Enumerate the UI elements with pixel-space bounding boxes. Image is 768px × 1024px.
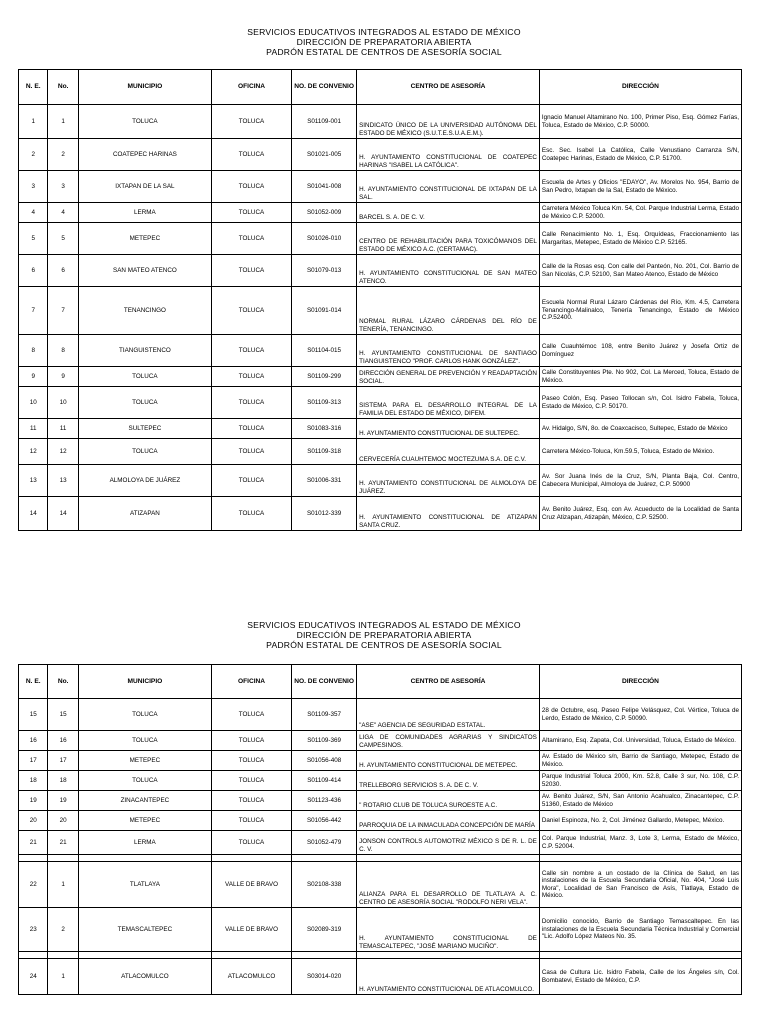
cell-convenio: S01104-015: [292, 335, 357, 367]
cell-direccion: Carretera México-Toluca, Km.59.5, Toluca, Estado de México.: [539, 439, 741, 465]
cell-no: 7: [48, 287, 78, 335]
separator-cell: [292, 952, 357, 959]
cell-oficina: TOLUCA: [211, 367, 291, 387]
cell-centro: SISTEMA PARA EL DESARROLLO INTEGRAL DE LA FAMILIA DEL ESTADO DE MÉXICO, DIFEM.: [357, 387, 540, 419]
header-line-1: SERVICIOS EDUCATIVOS INTEGRADOS AL ESTADO DE MÉXICO: [247, 27, 521, 37]
col-oficina: OFICINA: [211, 665, 291, 699]
cell-convenio: S01079-013: [292, 255, 357, 287]
cell-municipio: TOLUCA: [78, 387, 211, 419]
cell-convenio: S01109-313: [292, 387, 357, 419]
cell-oficina: VALLE DE BRAVO: [211, 908, 291, 952]
cell-no: 11: [48, 419, 78, 439]
cell-direccion: Carretera México Toluca Km. 54, Col. Parque Industrial Lerma, Estado de México C.P. 52000.: [539, 203, 741, 223]
cell-municipio: TOLUCA: [78, 771, 211, 791]
cell-no: 18: [48, 771, 78, 791]
cell-convenio: S01109-299: [292, 367, 357, 387]
cell-convenio: S01021-005: [292, 139, 357, 171]
cell-convenio: S01012-339: [292, 497, 357, 531]
table-row: [19, 287, 742, 335]
cell-municipio: TLATLAYA: [78, 862, 211, 908]
cell-direccion: Escuela Normal Rural Lázaro Cárdenas del Río, Km. 4.5, Carretera Tenancingo-Malinalco, Tenería Tenancingo, Estado de México C.P.52400.: [539, 287, 741, 335]
cell-oficina: TOLUCA: [211, 335, 291, 367]
cell-no: 21: [48, 831, 78, 855]
table-row: [19, 439, 742, 465]
cell-ne: 24: [19, 959, 48, 995]
cell-centro: LIGA DE COMUNIDADES AGRARIAS Y SINDICATOS CAMPESINOS.: [357, 731, 540, 751]
cell-centro: H. AYUNTAMIENTO CONSTITUCIONAL DE COATEPEC HARINAS "ISABEL LA CATÓLICA".: [357, 139, 540, 171]
cell-centro: DIRECCIÓN GENERAL DE PREVENCIÓN Y READAPTACIÓN SOCIAL.: [357, 367, 540, 387]
cell-ne: 3: [19, 171, 48, 203]
cell-ne: 17: [19, 751, 48, 771]
cell-centro: "ASE" AGENCIA DE SEGURIDAD ESTATAL.: [357, 699, 540, 731]
cell-ne: 8: [19, 335, 48, 367]
cell-oficina: ATLACOMULCO: [211, 959, 291, 995]
cell-ne: 2: [19, 139, 48, 171]
cell-municipio: TOLUCA: [78, 439, 211, 465]
col-ne: N. E.: [19, 665, 48, 699]
cell-no: 3: [48, 171, 78, 203]
cell-ne: 9: [19, 367, 48, 387]
separator-cell: [48, 855, 78, 862]
cell-oficina: TOLUCA: [211, 791, 291, 811]
col-no: No.: [48, 70, 78, 105]
col-ne: N. E.: [19, 70, 48, 105]
table-row: [19, 908, 742, 952]
cell-no: 2: [48, 908, 78, 952]
cell-centro: BARCEL S. A. DE C. V.: [357, 203, 540, 223]
cell-ne: 11: [19, 419, 48, 439]
table-row: [19, 105, 742, 139]
cell-municipio: SAN MATEO ATENCO: [78, 255, 211, 287]
cell-ne: 14: [19, 497, 48, 531]
cell-municipio: TOLUCA: [78, 731, 211, 751]
cell-convenio: S01052-479: [292, 831, 357, 855]
table-row: [19, 831, 742, 855]
cell-ne: 1: [19, 105, 48, 139]
table-row: [19, 255, 742, 287]
cell-centro: H. AYUNTAMIENTO CONSTITUCIONAL DE ATLACOMULCO.: [357, 959, 540, 995]
cell-no: 12: [48, 439, 78, 465]
cell-centro: " ROTARIO CLUB DE TOLUCA SUROESTE A.C.: [357, 791, 540, 811]
table-row: [19, 335, 742, 367]
separator-row: [19, 855, 742, 862]
cell-centro: H. AYUNTAMIENTO CONSTITUCIONAL DE TEMASCALTEPEC, "JOSÉ MARIANO MUCIÑO".: [357, 908, 540, 952]
table-row: [19, 959, 742, 995]
table-row: [19, 811, 742, 831]
cell-centro: SINDICATO ÚNICO DE LA UNIVERSIDAD AUTÓNOMA DEL ESTADO DE MÉXICO (S.U.T.E.S.U.A.E.M.).: [357, 105, 540, 139]
col-oficina: OFICINA: [211, 70, 291, 105]
cell-direccion: Calle Cuauhtémoc 108, entre Benito Juárez y Josefa Ortiz de Domínguez: [539, 335, 741, 367]
cell-centro: H. AYUNTAMIENTO CONSTITUCIONAL DE METEPEC.: [357, 751, 540, 771]
cell-direccion: Altamirano, Esq. Zapata, Col. Universidad, Toluca, Estado de México.: [539, 731, 741, 751]
cell-direccion: Parque Industrial Toluca 2000, Km. 52.8, Calle 3 sur, No. 108, C.P. 52030.: [539, 771, 741, 791]
cell-ne: 5: [19, 223, 48, 255]
table-row: [19, 223, 742, 255]
col-no: No.: [48, 665, 78, 699]
cell-no: 10: [48, 387, 78, 419]
col-direccion: DIRECCIÓN: [539, 70, 741, 105]
table-row: [19, 203, 742, 223]
cell-municipio: COATEPEC HARINAS: [78, 139, 211, 171]
separator-cell: [78, 952, 211, 959]
centros-table-1: [18, 69, 742, 531]
cell-no: 5: [48, 223, 78, 255]
cell-centro: CERVECERÍA CUAUHTEMOC MOCTEZUMA S.A. DE C.V.: [357, 439, 540, 465]
cell-oficina: TOLUCA: [211, 751, 291, 771]
cell-ne: 10: [19, 387, 48, 419]
cell-convenio: S01109-369: [292, 731, 357, 751]
cell-convenio: S01006-331: [292, 465, 357, 497]
cell-municipio: TEMASCALTEPEC: [78, 908, 211, 952]
cell-ne: 4: [19, 203, 48, 223]
separator-cell: [19, 855, 48, 862]
col-convenio: NO. DE CONVENIO: [292, 665, 357, 699]
cell-convenio: S01056-408: [292, 751, 357, 771]
cell-oficina: TOLUCA: [211, 731, 291, 751]
cell-direccion: Casa de Cultura Lic. Isidro Fabela, Calle de los Ángeles s/n, Col. Bombatevi, Estado de México, C.P.: [539, 959, 741, 995]
cell-ne: 18: [19, 771, 48, 791]
cell-direccion: Calle de la Rosas esq. Con calle del Panteón, No. 201, Col. Barrio de San Nicolás, C.P. 52100, San Mateo Atenco, Estado de México: [539, 255, 741, 287]
header-line-3: PADRÓN ESTATAL DE CENTROS DE ASESORÍA SOCIAL: [266, 640, 502, 650]
cell-convenio: S01123-436: [292, 791, 357, 811]
cell-oficina: TOLUCA: [211, 439, 291, 465]
table-row: [19, 731, 742, 751]
cell-direccion: Daniel Espinoza, No. 2, Col. Jiménez Gallardo, Metepec, México.: [539, 811, 741, 831]
cell-centro: H. AYUNTAMIENTO CONSTITUCIONAL DE ATIZAPAN SANTA CRUZ.: [357, 497, 540, 531]
cell-oficina: TOLUCA: [211, 255, 291, 287]
cell-municipio: TOLUCA: [78, 367, 211, 387]
cell-convenio: S01041-008: [292, 171, 357, 203]
cell-convenio: S01026-010: [292, 223, 357, 255]
cell-direccion: Esc. Sec. Isabel La Católica, Calle Venustiano Carranza S/N, Coatepec Harinas, Estado de México, C.P. 51700.: [539, 139, 741, 171]
cell-convenio: S01056-442: [292, 811, 357, 831]
cell-centro: H. AYUNTAMIENTO CONSTITUCIONAL DE SANTIAGO TIANGUISTENCO "PROF. CARLOS HANK GONZÁLEZ".: [357, 335, 540, 367]
cell-municipio: ATLACOMULCO: [78, 959, 211, 995]
cell-no: 8: [48, 335, 78, 367]
separator-cell: [292, 855, 357, 862]
cell-municipio: LERMA: [78, 831, 211, 855]
table-row: [19, 751, 742, 771]
cell-oficina: TOLUCA: [211, 419, 291, 439]
separator-cell: [357, 952, 540, 959]
cell-no: 6: [48, 255, 78, 287]
cell-no: 14: [48, 497, 78, 531]
cell-no: 2: [48, 139, 78, 171]
cell-direccion: Calle Renacimiento No. 1, Esq. Orquídeas, Fraccionamiento las Margaritas, Metepec, Estado de México C.P. 52165.: [539, 223, 741, 255]
cell-no: 4: [48, 203, 78, 223]
cell-convenio: S03014-020: [292, 959, 357, 995]
col-convenio: NO. DE CONVENIO: [292, 70, 357, 105]
cell-direccion: 28 de Octubre, esq. Paseo Felipe Velásquez, Col. Vértice, Toluca de Lerdo, Estado de México, C.P. 50090.: [539, 699, 741, 731]
cell-convenio: S01052-009: [292, 203, 357, 223]
cell-municipio: LERMA: [78, 203, 211, 223]
cell-centro: JONSON CONTROLS AUTOMOTRIZ MÉXICO S DE R. L. DE C. V.: [357, 831, 540, 855]
header-line-1: SERVICIOS EDUCATIVOS INTEGRADOS AL ESTADO DE MÉXICO: [247, 620, 521, 630]
separator-cell: [539, 952, 741, 959]
cell-oficina: TOLUCA: [211, 223, 291, 255]
cell-municipio: TENANCINGO: [78, 287, 211, 335]
cell-direccion: Calle Constituyentes Pte. No 902, Col. La Merced, Toluca, Estado de México.: [539, 367, 741, 387]
separator-cell: [78, 855, 211, 862]
table-row: [19, 171, 742, 203]
table-row: [19, 367, 742, 387]
cell-municipio: IXTAPAN DE LA SAL: [78, 171, 211, 203]
cell-direccion: Paseo Colón, Esq. Paseo Tollocan s/n, Col. Isidro Fabela, Toluca, Estado de México, C.P. 50170.: [539, 387, 741, 419]
cell-ne: 13: [19, 465, 48, 497]
cell-centro: NORMAL RURAL LÁZARO CÁRDENAS DEL RÍO DE TENERÍA, TENANCINGO.: [357, 287, 540, 335]
cell-direccion: Av. Sor Juana Inés de la Cruz, S/N, Planta Baja, Col. Centro, Cabecera Municipal, Almoloya de Juárez, C.P. 50900: [539, 465, 741, 497]
cell-oficina: TOLUCA: [211, 771, 291, 791]
cell-centro: H. AYUNTAMIENTO CONSTITUCIONAL DE SAN MATEO ATENCO.: [357, 255, 540, 287]
col-centro: CENTRO DE ASESORÍA: [357, 70, 540, 105]
cell-no: 17: [48, 751, 78, 771]
centros-table-2: [18, 664, 742, 995]
cell-centro: H. AYUNTAMIENTO CONSTITUCIONAL DE IXTAPAN DE LA SAL.: [357, 171, 540, 203]
separator-cell: [211, 952, 291, 959]
col-direccion: DIRECCIÓN: [539, 665, 741, 699]
col-centro: CENTRO DE ASESORÍA: [357, 665, 540, 699]
cell-convenio: S01083-316: [292, 419, 357, 439]
cell-convenio: S01109-414: [292, 771, 357, 791]
cell-ne: 6: [19, 255, 48, 287]
cell-direccion: Av. Benito Juárez, Esq. con Av. Acueducto de la Localidad de Santa Cruz Atizapan, Atizapán, México, C.P. 52500.: [539, 497, 741, 531]
cell-oficina: TOLUCA: [211, 139, 291, 171]
separator-cell: [48, 952, 78, 959]
cell-municipio: METEPEC: [78, 811, 211, 831]
cell-convenio: S02089-319: [292, 908, 357, 952]
cell-municipio: ALMOLOYA DE JUÁREZ: [78, 465, 211, 497]
cell-ne: 23: [19, 908, 48, 952]
cell-centro: H. AYUNTAMIENTO CONSTITUCIONAL DE SULTEPEC.: [357, 419, 540, 439]
separator-cell: [357, 855, 540, 862]
cell-no: 20: [48, 811, 78, 831]
cell-oficina: TOLUCA: [211, 497, 291, 531]
table-row: [19, 387, 742, 419]
cell-direccion: Av. Estado de México s/n, Barrio de Santiago, Metepec, Estado de México.: [539, 751, 741, 771]
cell-direccion: Av. Hidalgo, S/N, 8o. de Coaxcacisco, Sultepec, Estado de México: [539, 419, 741, 439]
cell-oficina: TOLUCA: [211, 811, 291, 831]
cell-no: 9: [48, 367, 78, 387]
cell-direccion: Col. Parque Industrial, Manz. 3, Lote 3, Lerma, Estado de México, C.P. 52004.: [539, 831, 741, 855]
cell-ne: 7: [19, 287, 48, 335]
table-row: [19, 139, 742, 171]
table-row: [19, 497, 742, 531]
cell-oficina: TOLUCA: [211, 465, 291, 497]
cell-ne: 19: [19, 791, 48, 811]
cell-convenio: S01109-357: [292, 699, 357, 731]
cell-no: 1: [48, 105, 78, 139]
cell-municipio: METEPEC: [78, 751, 211, 771]
cell-centro: H. AYUNTAMIENTO CONSTITUCIONAL DE ALMOLOYA DE JUÁREZ.: [357, 465, 540, 497]
cell-municipio: ATIZAPAN: [78, 497, 211, 531]
cell-convenio: S01109-001: [292, 105, 357, 139]
cell-centro: TRELLEBORG SERVICIOS S. A. DE C. V.: [357, 771, 540, 791]
col-municipio: MUNICIPIO: [78, 70, 211, 105]
separator-cell: [211, 855, 291, 862]
table-row: [19, 419, 742, 439]
cell-direccion: Av. Benito Juárez, S/N, San Antonio Acahualco, Zinacantepec, C.P. 51360, Estado de México: [539, 791, 741, 811]
cell-no: 13: [48, 465, 78, 497]
cell-ne: 22: [19, 862, 48, 908]
cell-municipio: ZINACANTEPEC: [78, 791, 211, 811]
cell-municipio: TIANGUISTENCO: [78, 335, 211, 367]
cell-municipio: SULTEPEC: [78, 419, 211, 439]
cell-municipio: TOLUCA: [78, 699, 211, 731]
cell-ne: 12: [19, 439, 48, 465]
separator-cell: [539, 855, 741, 862]
cell-oficina: TOLUCA: [211, 171, 291, 203]
cell-direccion: Ignacio Manuel Altamirano No. 100, Primer Piso, Esq. Gómez Farías, Toluca, Estado de México, C.P. 50000.: [539, 105, 741, 139]
cell-oficina: TOLUCA: [211, 387, 291, 419]
cell-municipio: TOLUCA: [78, 105, 211, 139]
cell-no: 19: [48, 791, 78, 811]
cell-no: 15: [48, 699, 78, 731]
cell-convenio: S01109-318: [292, 439, 357, 465]
table-row: [19, 862, 742, 908]
cell-ne: 20: [19, 811, 48, 831]
cell-convenio: S01091-014: [292, 287, 357, 335]
table-row: [19, 771, 742, 791]
cell-oficina: VALLE DE BRAVO: [211, 862, 291, 908]
cell-centro: PARROQUIA DE LA INMACULADA CONCEPCIÓN DE MARÍA: [357, 811, 540, 831]
table-row: [19, 791, 742, 811]
document-header-2: [0, 620, 768, 650]
cell-ne: 15: [19, 699, 48, 731]
cell-centro: ALIANZA PARA EL DESARROLLO DE TLATLAYA A. C. CENTRO DE ASESORÍA SOCIAL "RODOLFO NERI VELA".: [357, 862, 540, 908]
cell-no: 16: [48, 731, 78, 751]
cell-no: 1: [48, 959, 78, 995]
separator-row: [19, 952, 742, 959]
col-municipio: MUNICIPIO: [78, 665, 211, 699]
cell-direccion: Calle sin nombre a un costado de la Clínica de Salud, en las instalaciones de la Escuela Secundaria Oficial, No. 404, "José Luis Mora", Localidad de San Francisco de Asís, Tlatlaya, Estado de México.: [539, 862, 741, 908]
cell-oficina: TOLUCA: [211, 831, 291, 855]
header-line-3: PADRÓN ESTATAL DE CENTROS DE ASESORÍA SOCIAL: [266, 47, 502, 57]
cell-no: 1: [48, 862, 78, 908]
cell-ne: 16: [19, 731, 48, 751]
table-header-row: [19, 70, 742, 105]
table-row: [19, 699, 742, 731]
document-header: [0, 27, 768, 57]
cell-convenio: S02108-338: [292, 862, 357, 908]
cell-oficina: TOLUCA: [211, 699, 291, 731]
header-line-2: DIRECCIÓN DE PREPARATORIA ABIERTA: [296, 630, 472, 640]
header-line-2: DIRECCIÓN DE PREPARATORIA ABIERTA: [296, 37, 472, 47]
cell-municipio: METEPEC: [78, 223, 211, 255]
cell-centro: CENTRO DE REHABILITACIÓN PARA TOXICÓMANOS DEL ESTADO DE MÉXICO A.C. (CERTAMAC).: [357, 223, 540, 255]
cell-oficina: TOLUCA: [211, 203, 291, 223]
table-row: [19, 465, 742, 497]
cell-oficina: TOLUCA: [211, 287, 291, 335]
separator-cell: [19, 952, 48, 959]
cell-direccion: Domicilio conocido, Barrio de Santiago Temascaltepec. En las instalaciones de la Escuela Secundaria Técnica Industrial y Comercial "Lic. Adolfo López Mateos No. 35.: [539, 908, 741, 952]
cell-ne: 21: [19, 831, 48, 855]
cell-oficina: TOLUCA: [211, 105, 291, 139]
table-header-row: [19, 665, 742, 699]
cell-direccion: Escuela de Artes y Oficios "EDAYO", Av. Morelos No. 954, Barrio de San Pedro, Ixtapan de la Sal, Estado de México.: [539, 171, 741, 203]
